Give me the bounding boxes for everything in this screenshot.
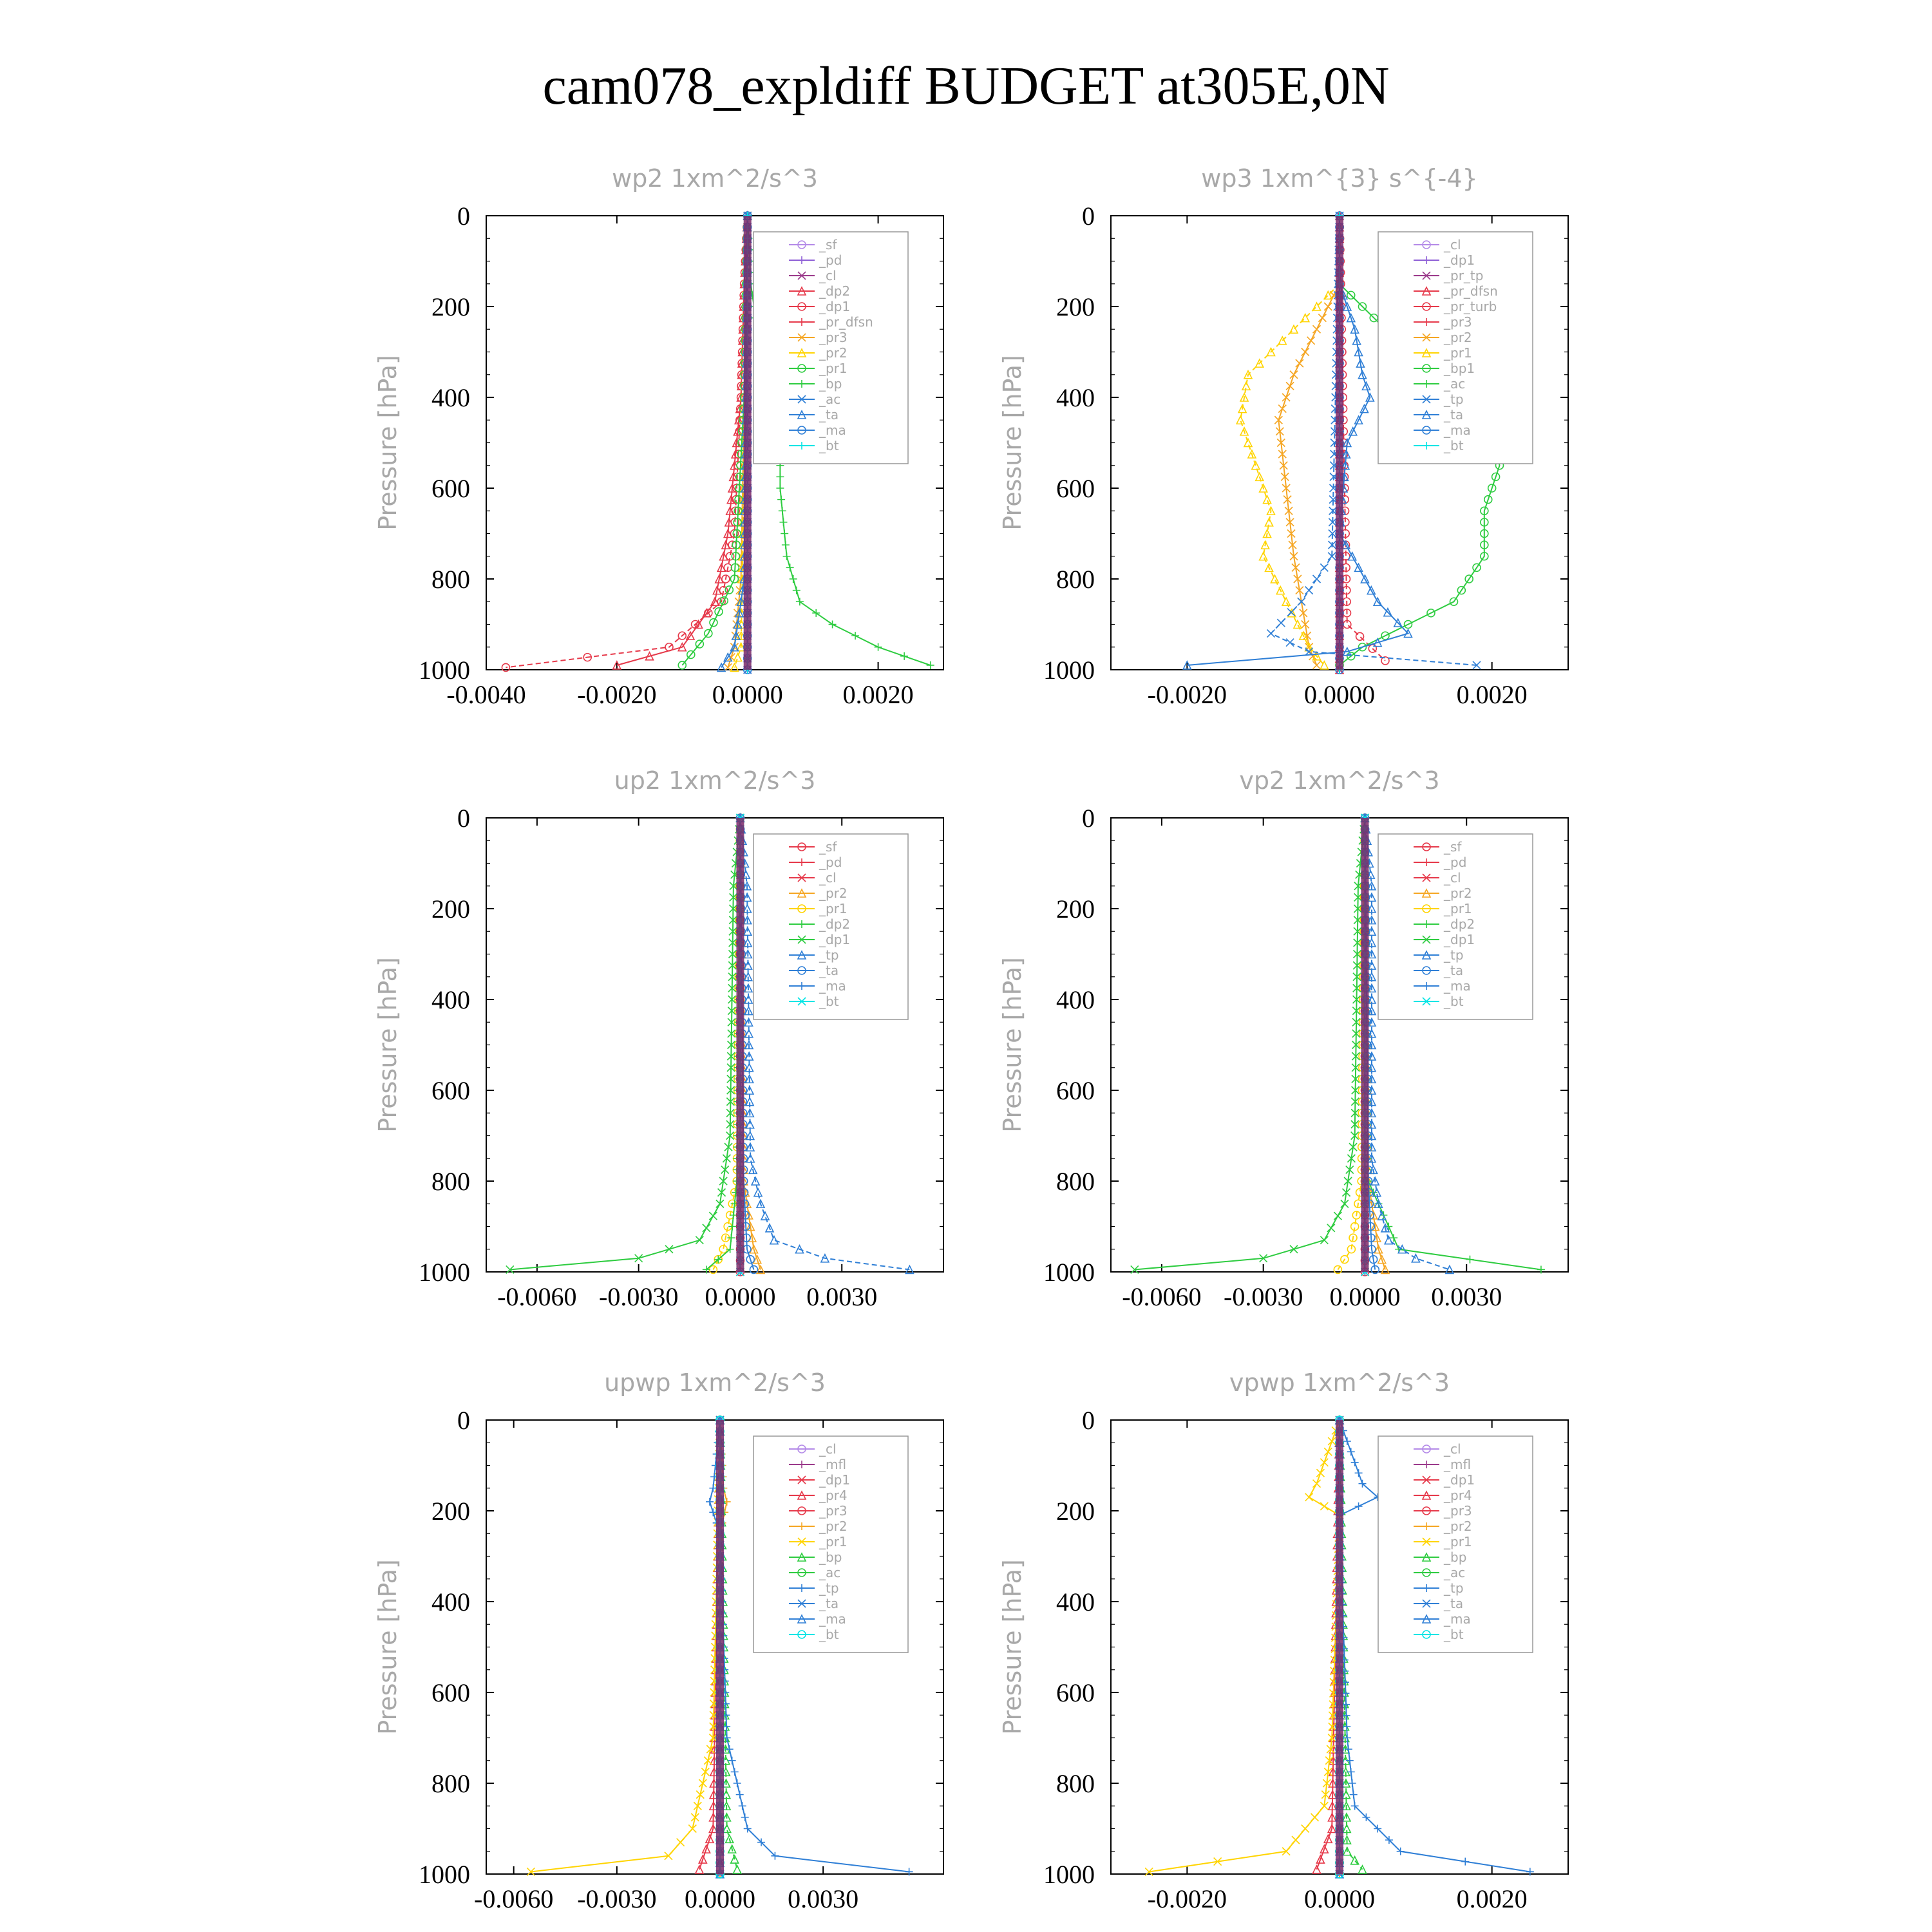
legend-label: _dp1 [1444, 932, 1475, 947]
legend-label: _dp1 [819, 932, 851, 947]
zero-line [1361, 818, 1368, 1272]
series-marker [1355, 1502, 1363, 1510]
legend-label: _mfl [819, 1457, 847, 1472]
legend-label: _pr2 [1444, 330, 1472, 345]
chart-title: wp3 1xm^{3} s^{-4} [1201, 164, 1478, 193]
series-marker [677, 1839, 685, 1846]
legend-label: _tp [1444, 1580, 1464, 1596]
legend-label: _pr1 [1444, 1534, 1472, 1549]
x-tick-label: 0.0000 [685, 1884, 756, 1913]
legend-label: _pr2 [819, 345, 848, 361]
legend-label: _pr2 [819, 886, 848, 901]
x-tick-label: -0.0060 [497, 1282, 577, 1311]
y-tick-label: 400 [431, 985, 470, 1014]
x-tick-label: 0.0030 [788, 1884, 859, 1913]
series-marker [1346, 1757, 1354, 1765]
legend-label: _pr1 [1444, 901, 1472, 916]
legend-label: _ma [1444, 422, 1471, 438]
x-tick-label: -0.0040 [446, 680, 526, 709]
series-marker [927, 661, 934, 669]
series-marker [1351, 1459, 1359, 1466]
chart-title: wp2 1xm^2/s^3 [612, 164, 818, 193]
y-tick-label: 200 [431, 895, 470, 923]
legend-label: _bt [819, 1627, 839, 1642]
series-marker [665, 1245, 673, 1253]
y-axis-label: Pressure [hPa] [374, 957, 402, 1133]
y-tick-label: 800 [431, 1769, 470, 1798]
y-tick-label: 0 [1082, 202, 1095, 231]
chart-title: vp2 1xm^2/s^3 [1239, 766, 1440, 795]
legend-label: _ta [1444, 1596, 1464, 1611]
x-tick-label: -0.0030 [577, 1884, 657, 1913]
legend-label: _ma [1444, 1611, 1471, 1627]
series-marker [696, 1236, 703, 1244]
legend-label: _ac [1444, 376, 1466, 392]
y-tick-label: 1000 [1043, 1258, 1095, 1287]
series-ta [1183, 280, 1412, 669]
legend-label: _pd [819, 855, 842, 870]
series-pr1 [1145, 1416, 1343, 1875]
legend-label: _pr2 [1444, 1519, 1472, 1534]
series-marker [812, 609, 820, 617]
x-tick-label: 0.0020 [1456, 1884, 1528, 1913]
legend-label: _ma [819, 978, 846, 994]
series-marker [726, 1745, 734, 1753]
legend-label: _bt [819, 994, 839, 1009]
x-tick-label: -0.0060 [1122, 1282, 1202, 1311]
y-tick-label: 800 [431, 565, 470, 594]
series-marker [1355, 1469, 1363, 1477]
series-marker [1244, 439, 1252, 447]
legend-label: _cl [819, 870, 837, 886]
series-marker [1313, 661, 1321, 669]
series-marker [1311, 1814, 1319, 1821]
series-marker [1347, 1448, 1355, 1455]
series-line [1187, 284, 1408, 665]
y-tick-label: 800 [1056, 1769, 1095, 1798]
y-tick-label: 200 [1056, 895, 1095, 923]
zero-line [1336, 216, 1343, 670]
legend-label: _pr_turb [1444, 299, 1497, 314]
legend-label: _cl [1444, 870, 1461, 886]
series-line [510, 818, 741, 1270]
legend-label: _pr4 [1444, 1488, 1472, 1503]
series-marker [1286, 382, 1294, 390]
y-tick-label: 600 [431, 1076, 470, 1105]
x-tick-label: 0.0000 [712, 680, 783, 709]
legend-label: _pr_dfsn [1444, 283, 1498, 299]
y-tick-label: 0 [1082, 804, 1095, 833]
legend-label: _sf [819, 839, 837, 855]
legend-label: _sf [1444, 839, 1462, 855]
series-marker [1356, 632, 1364, 640]
series-marker [776, 484, 784, 492]
series-marker [1466, 1256, 1473, 1264]
series-marker [1324, 303, 1332, 310]
series-marker [770, 1236, 778, 1244]
legend-label: _cl [819, 1441, 837, 1457]
chart-title: vpwp 1xm^2/s^3 [1229, 1368, 1450, 1397]
series-marker [1282, 393, 1290, 401]
chart-title: up2 1xm^2/s^3 [614, 766, 816, 795]
chart-panel-6 [998, 1368, 1568, 1913]
legend-label: _pr2 [819, 1519, 848, 1534]
zero-line [716, 1420, 724, 1874]
series-marker [1343, 1437, 1351, 1445]
zero-line [744, 216, 752, 670]
legend-label: _mfl [1444, 1457, 1472, 1472]
series-line [617, 216, 748, 665]
legend-label: _sf [819, 237, 837, 252]
legend-label: _tp [1444, 392, 1464, 407]
series-marker [782, 541, 790, 549]
series-marker [1313, 1480, 1321, 1488]
y-tick-label: 1000 [419, 656, 470, 685]
y-tick-label: 1000 [419, 1258, 470, 1287]
series-dp2 [613, 212, 752, 669]
chart-panel-4 [998, 766, 1568, 1311]
series-marker [734, 1866, 741, 1873]
series-marker [1320, 564, 1328, 571]
y-tick-label: 600 [1056, 1678, 1095, 1707]
series-marker [1296, 359, 1303, 367]
y-tick-label: 600 [431, 474, 470, 503]
series-marker [829, 621, 837, 629]
legend-label: _tp [819, 947, 839, 963]
series-marker [1324, 1448, 1332, 1455]
legend-label: _cl [1444, 1441, 1461, 1457]
series-marker [706, 1498, 714, 1506]
series-marker [761, 1212, 769, 1220]
y-axis-label: Pressure [hPa] [374, 1559, 402, 1735]
legend-label: _bt [1444, 1627, 1464, 1642]
y-tick-label: 600 [1056, 474, 1095, 503]
x-tick-label: 0.0000 [705, 1282, 776, 1311]
legend-label: _pr3 [819, 1503, 848, 1519]
series-marker [1313, 1866, 1321, 1873]
legend-label: _pr3 [1444, 1503, 1472, 1519]
y-tick-label: 400 [1056, 1587, 1095, 1616]
x-tick-label: -0.0060 [474, 1884, 554, 1913]
series-marker [1320, 1236, 1328, 1244]
legend-label: _bp1 [1444, 361, 1475, 376]
series-marker [736, 1791, 744, 1799]
zero-line [736, 818, 744, 1272]
legend-label: _pr1 [819, 1534, 848, 1549]
legend-label: _dp1 [1444, 252, 1475, 268]
x-tick-label: 0.0000 [1304, 680, 1375, 709]
y-tick-label: 400 [1056, 383, 1095, 412]
series-marker [1290, 371, 1298, 379]
legend-label: _dp1 [819, 299, 851, 314]
series-marker [1347, 1768, 1355, 1776]
series-marker [1320, 1502, 1328, 1510]
legend-label: _dp2 [1444, 916, 1475, 932]
series-marker [781, 530, 788, 538]
legend-label: _bp [819, 1549, 842, 1565]
series-line [706, 818, 741, 1270]
series-marker [1328, 1437, 1336, 1445]
legend-label: _ac [1444, 1565, 1466, 1580]
chart-panel-5 [374, 1368, 943, 1913]
y-tick-label: 600 [1056, 1076, 1095, 1105]
series-line [1135, 818, 1365, 1270]
legend-label: _tp [819, 1580, 839, 1596]
series-marker [875, 643, 882, 651]
legend-label: _bt [819, 438, 839, 453]
y-axis-label: Pressure [hPa] [998, 355, 1027, 531]
series-marker [780, 518, 788, 526]
legend-label: _ma [819, 1611, 846, 1627]
series-marker [900, 652, 908, 660]
x-tick-label: 0.0000 [1304, 1884, 1375, 1913]
legend-label: _bp [1444, 1549, 1467, 1565]
series-marker [1313, 575, 1321, 583]
legend-label: _tp [1444, 947, 1464, 963]
series-marker [1302, 348, 1309, 356]
series-marker [734, 1779, 741, 1787]
legend-label: _pr1 [819, 361, 848, 376]
legend-label: _dp1 [1444, 1472, 1475, 1488]
y-tick-label: 400 [431, 383, 470, 412]
x-tick-label: -0.0020 [1147, 680, 1227, 709]
series-marker [783, 553, 791, 560]
series-marker [776, 473, 784, 480]
series-marker [1461, 1858, 1469, 1866]
series-line [506, 216, 747, 668]
y-tick-label: 0 [457, 202, 470, 231]
legend-label: _ta [819, 407, 839, 422]
series-marker [1350, 1791, 1358, 1799]
series-marker [1271, 575, 1278, 583]
zero-line [1336, 1420, 1343, 1874]
legend-label: _ma [819, 422, 846, 438]
series-marker [1292, 1836, 1300, 1844]
y-tick-label: 1000 [1043, 656, 1095, 685]
legend-label: _pr3 [1444, 314, 1472, 330]
series-marker [1267, 630, 1275, 638]
series-marker [1264, 496, 1271, 504]
figure-title: cam078_expldiff BUDGET at305E,0N [542, 56, 1390, 116]
y-tick-label: 400 [431, 1587, 470, 1616]
series-marker [1290, 1245, 1298, 1253]
y-tick-label: 800 [431, 1167, 470, 1196]
y-tick-label: 800 [1056, 565, 1095, 594]
series-marker [1305, 1493, 1313, 1501]
series-marker [796, 598, 804, 605]
series-marker [1307, 337, 1315, 345]
x-tick-label: -0.0030 [1224, 1282, 1303, 1311]
series-marker [728, 1223, 736, 1231]
chart-panel-2 [998, 164, 1568, 709]
legend-label: _pd [819, 252, 842, 268]
series-dp1 [506, 814, 744, 1273]
series-marker [1294, 621, 1302, 629]
y-tick-label: 0 [457, 804, 470, 833]
legend-label: _ta [819, 1596, 839, 1611]
x-tick-label: -0.0020 [577, 680, 657, 709]
legend-label: _bp [819, 376, 842, 392]
legend-label: _cl [1444, 237, 1461, 252]
y-tick-label: 0 [457, 1406, 470, 1435]
legend-label: _dp1 [819, 1472, 851, 1488]
legend-label: _dp2 [819, 283, 851, 299]
legend-label: _ta [1444, 963, 1464, 978]
y-tick-label: 600 [431, 1678, 470, 1707]
legend-label: _pr_tp [1444, 268, 1484, 283]
y-tick-label: 200 [431, 1497, 470, 1526]
series-pr1 [527, 1416, 724, 1875]
series-marker [1334, 1212, 1341, 1220]
legend-label: _bt [1444, 994, 1464, 1009]
y-tick-label: 400 [1056, 985, 1095, 1014]
legend-label: _ac [819, 392, 841, 407]
y-tick-label: 800 [1056, 1167, 1095, 1196]
series-marker [1278, 405, 1286, 413]
series-marker [793, 587, 800, 594]
series-marker [703, 1224, 710, 1232]
y-tick-label: 200 [431, 292, 470, 321]
chart-panel-1 [374, 164, 943, 709]
series-marker [1316, 1469, 1324, 1477]
legend-label: _pr1 [819, 901, 848, 916]
legend-label: _cl [819, 268, 837, 283]
series-dp1 [1131, 814, 1369, 1273]
y-tick-label: 200 [1056, 292, 1095, 321]
series-marker [779, 507, 786, 515]
series-line [531, 1420, 720, 1872]
series-marker [734, 654, 742, 661]
series-marker [1305, 587, 1313, 594]
x-tick-label: -0.0020 [1147, 1884, 1227, 1913]
y-tick-label: 200 [1056, 1497, 1095, 1526]
legend-label: _pd [1444, 855, 1467, 870]
series-marker [790, 575, 797, 583]
series-marker [1302, 1825, 1309, 1833]
series-marker [1359, 1866, 1367, 1873]
series-line [1149, 1420, 1340, 1872]
series-marker [786, 564, 794, 571]
series-marker [1327, 1224, 1335, 1232]
series-marker [731, 1768, 739, 1776]
y-axis-label: Pressure [hPa] [998, 957, 1027, 1133]
series-marker [1277, 619, 1285, 627]
legend-label: _pr_dfsn [819, 314, 873, 330]
legend-label: _pr1 [1444, 345, 1472, 361]
series-marker [696, 1866, 703, 1873]
series-marker [741, 1814, 749, 1821]
legend-label: _dp2 [819, 916, 851, 932]
series-marker [777, 496, 785, 504]
series-line [1240, 284, 1340, 665]
series-marker [1286, 639, 1294, 647]
series-marker [851, 632, 859, 639]
legend-label: _ac [819, 1565, 841, 1580]
legend-label: _pr2 [1444, 886, 1472, 901]
x-tick-label: 0.0020 [1456, 680, 1528, 709]
y-tick-label: 0 [1082, 1406, 1095, 1435]
x-tick-label: -0.0030 [599, 1282, 679, 1311]
x-tick-label: 0.0030 [1431, 1282, 1502, 1311]
y-tick-label: 1000 [1043, 1860, 1095, 1889]
legend-label: _ta [819, 963, 839, 978]
series-marker [739, 1802, 746, 1810]
series-marker [709, 1212, 717, 1220]
legend-label: _ma [1444, 978, 1471, 994]
legend-label: _pr3 [819, 330, 848, 345]
legend-label: _bt [1444, 438, 1464, 453]
chart-panel-3 [374, 766, 943, 1311]
x-tick-label: 0.0030 [806, 1282, 878, 1311]
y-tick-label: 1000 [419, 1860, 470, 1889]
legend-label: _pr4 [819, 1488, 848, 1503]
series-marker [1320, 1459, 1328, 1466]
y-axis-label: Pressure [hPa] [998, 1559, 1027, 1735]
series-marker [1282, 598, 1290, 605]
x-tick-label: 0.0000 [1329, 1282, 1401, 1311]
legend-label: _ta [1444, 407, 1464, 422]
chart-title: upwp 1xm^2/s^3 [604, 1368, 826, 1397]
x-tick-label: 0.0020 [842, 680, 914, 709]
series-marker [1318, 314, 1326, 322]
series-marker [1313, 325, 1321, 333]
y-axis-label: Pressure [hPa] [374, 355, 402, 531]
